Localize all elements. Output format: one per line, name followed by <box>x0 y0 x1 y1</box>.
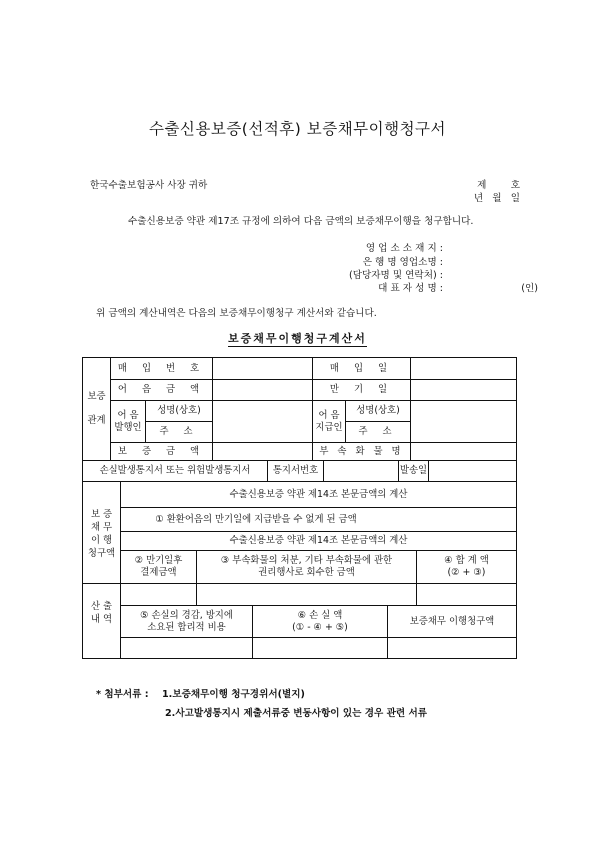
notice-number-label: 통지서번호 <box>272 465 319 476</box>
clause-14-heading-1: 수출신용보증 약관 제14조 본문금액의 계산 <box>229 488 408 500</box>
send-date-label: 발송일 <box>399 465 428 476</box>
drawer-name-label: 성명(상호) <box>157 405 201 416</box>
goods-name-field[interactable] <box>411 443 516 460</box>
guarantee-relation-header: 보증 관계 <box>87 391 106 426</box>
guarantee-amount-label: 보 증 금 액 <box>117 445 206 457</box>
applicant-label: 영 업 소 소 재 지 : <box>365 243 443 254</box>
drawer-name-field[interactable] <box>213 401 312 421</box>
attachment-item-1: 1.보증채무이행 청구경위서(별지) <box>162 689 305 700</box>
request-statement: 수출신용보증 약관 제17조 규정에 의하여 다음 금액의 보증채무이행을 청구합니다. <box>128 216 474 227</box>
item-1-label: ① 환환어음의 만기일에 지급받을 수 없게 된 금액 <box>155 513 357 525</box>
document-title: 수출신용보증(선적후) 보증채무이행청구서 <box>148 120 447 138</box>
seal-mark: (인) <box>521 283 538 294</box>
goods-name-label: 부 속 화 물 명 <box>319 445 404 457</box>
purchase-number-label: 매 입 번 호 <box>117 362 206 374</box>
claim-amount-field[interactable] <box>388 638 516 658</box>
applicant-label: (담당자명 및 연락처) : <box>348 270 443 281</box>
item-3-label: ③ 부속화물의 처분, 기타 부속화물에 관한 권리행사로 회수한 금액 <box>220 555 393 578</box>
item-5-field[interactable] <box>121 638 252 658</box>
bill-amount-field[interactable] <box>213 380 312 400</box>
item-6-label: ⑥ 손 실 액 (① - ④ + ⑤) <box>292 609 348 633</box>
applicant-label: 은 행 명 영업소명 : <box>362 257 443 268</box>
calculation-note: 위 금액의 계산내역은 다음의 보증채무이행청구 계산서와 같습니다. <box>96 308 377 319</box>
notice-number-field[interactable] <box>324 461 398 481</box>
purchase-date-label: 매 입 일 <box>329 362 394 374</box>
document-number: 제 호 <box>477 180 520 191</box>
item-4-label: ④ 합 계 액 (② + ③) <box>444 555 489 578</box>
attachments-prefix: * 첨부서류 : <box>96 689 149 700</box>
recipient: 한국수출보험공사 사장 귀하 <box>90 180 208 191</box>
item-6-field[interactable] <box>253 638 387 658</box>
drawee-address-field[interactable] <box>411 422 516 442</box>
drawer-address-label: 주 소 <box>159 426 199 437</box>
bill-amount-label: 어 음 금 액 <box>117 384 206 395</box>
drawer-label: 어 음 발행인 <box>114 409 142 433</box>
purchase-number-field[interactable] <box>213 358 312 379</box>
drawer-address-field[interactable] <box>213 422 312 442</box>
applicant-label: 대 표 자 성 명 : <box>378 283 443 294</box>
maturity-date-field[interactable] <box>411 380 516 400</box>
drawee-name-field[interactable] <box>411 401 516 421</box>
item-2-label: ② 만기일후 결제금액 <box>134 555 183 578</box>
item-3-field[interactable] <box>197 584 416 605</box>
document-date: 년 월 일 <box>473 193 520 204</box>
claim-amount-header: 보 증 채 무 이 행 청구액 <box>87 509 116 559</box>
attachment-item-2: 2.사고발생통지시 제출서류중 변동사항이 있는 경우 관련 서류 <box>165 708 428 719</box>
drawee-label: 어 음 지급인 <box>315 409 343 433</box>
item-2-field[interactable] <box>121 584 196 605</box>
claim-amount-label: 보증채무 이행청구액 <box>409 615 495 627</box>
drawee-address-label: 주 소 <box>358 426 398 437</box>
item-5-label: ⑤ 손실의 경감, 방지에 소요된 합리적 비용 <box>140 609 233 633</box>
clause-14-heading-2: 수출신용보증 약관 제14조 본문금액의 계산 <box>229 535 408 546</box>
table-title: 보증채무이행청구계산서 <box>228 332 367 345</box>
drawee-name-label: 성명(상호) <box>356 405 400 416</box>
purchase-date-field[interactable] <box>411 358 516 379</box>
guarantee-amount-field[interactable] <box>213 443 312 460</box>
loss-notice-label: 손실발생통지서 또는 위험발생통지서 <box>99 465 251 476</box>
calculation-detail-header: 산 출 내 역 <box>90 601 113 625</box>
item-4-field[interactable] <box>417 584 516 605</box>
send-date-field[interactable] <box>429 461 516 481</box>
maturity-date-label: 만 기 일 <box>329 384 394 395</box>
